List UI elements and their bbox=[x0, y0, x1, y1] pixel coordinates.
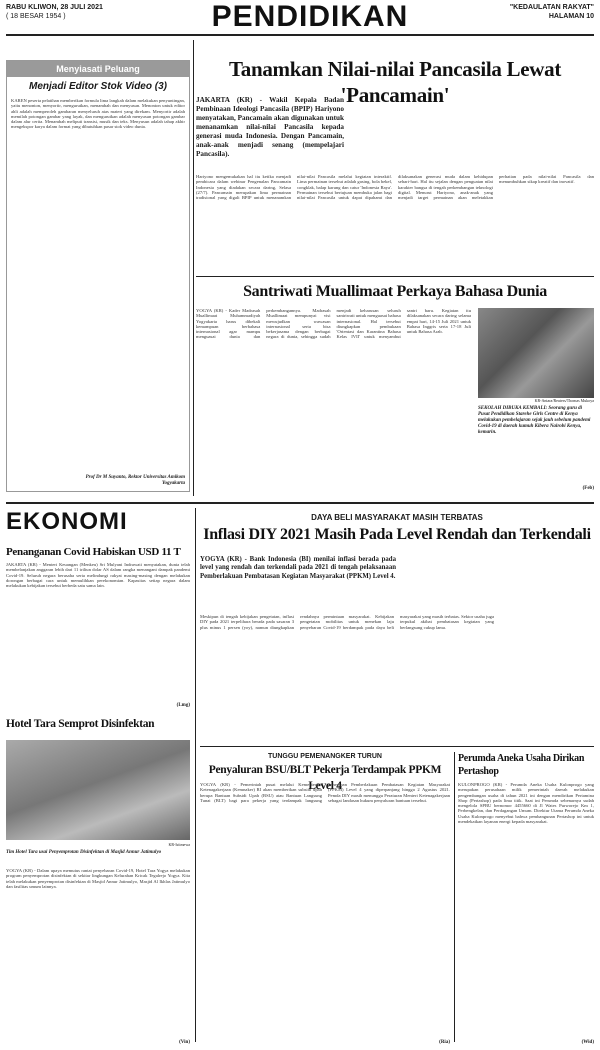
bsu-tag: (Ria) bbox=[439, 1040, 450, 1045]
hotel-tag: (Vin) bbox=[179, 1040, 190, 1045]
santriwati-title: Santriwati Muallimaat Perkaya Bahasa Dunia bbox=[243, 283, 547, 300]
covid-body: JAKARTA (KR) - Menteri Keuangan (Menkeu) Sri Mulyani Indrawati menyatakan, dunia telah membelanjakan anggaran lebih dari 11 triliun dolar AS dalam rangka menangani dampak pandemi Covid-19. Seluruh negara berusaha serta melindungi rakyat masing-masing dengan melakukan dorongan berbagai cara untuk memulihkan perekonomian. Kapasitas setiap negara dalam melakukan kebijakan tersebut berbeda satu sama lain. bbox=[6, 562, 190, 589]
masthead-page: HALAMAN 10 bbox=[548, 13, 594, 20]
masthead-date: RABU KLIWON, 28 JULI 2021 bbox=[6, 4, 103, 11]
inflasi-intro: YOGYA (KR) - Bank Indonesia (BI) menilai inflasi berada pada level yang rendah dan terkendali pada 2021 di tengah pelaksanaan Pemberlakuan Pembatasan Kegiatan Masyarakat (PPKM) Level 4. bbox=[200, 556, 396, 580]
bsu-divider bbox=[454, 752, 455, 1042]
lead-rule bbox=[196, 276, 594, 277]
santriwati-caption: SEKOLAH DIBUKA KEMBALI: Seorang guru di Pusat Pendidikan Starehe Girls Centre di Kenya melakukan pembelajaran sejak jauh sebelum pandemi Covid-19 di daerah kumuh Kibera Nairobi Kenya, kemarin. bbox=[478, 406, 591, 435]
sidebar-box bbox=[6, 60, 190, 492]
top-divider bbox=[193, 40, 194, 496]
lead-intro: JAKARTA (KR) - Wakil Kepala Badan Pembinaan Ideologi Pancasila (BPIP) Hariyono menyatakan, Pancamain akan digunakan untuk menanamkan nilai-nilai Pancasila kepada generasi muda Indonesia. Dengan Pancamain, anak-anak menjadi senang (mempelajari Pancasila). bbox=[196, 96, 344, 158]
sidebar-title: Menjadi Editor Stok Video (3) bbox=[29, 81, 167, 92]
lead-body: Hariyono mengemukakan hal itu ketika menjadi pembicara dalam webinar Pengenalan Pancamain Indonesia yang diadakan secara daring, Selasa (27/7). Pancamain merupakan lima permainan tradisional yang digali BPIP untuk menanamkan nilai-nilai Pancasila melalui kegiatan interaktif. Lima permainan tersebut adalah gasing, bola bekel, congklak, balap karung dan catur 'Indonesia Raya'. Permainan tersebut bertujuan membuka jalan bagi nilai-nilai Pancasila untuk dapat dipahami dan dilaksanakan generasi muda dalam kehidupan sehari-hari. Hal itu sejalan dengan penguatan nilai karakter bangsa di tengah perkembangan teknologi digital. Menurut Hariyono, anak-anak yang menjadi target permainan akan meletakkan perhatian pada nilai-nilai Pancasila dan menumbuhkan sikap kreatif dan inovatif. bbox=[196, 174, 594, 201]
pertashop-body: KULONPROGO (KR) - Perumda Aneka Usaha Kulonprogo yang merupakan perusahaan milik pemerintah daerah melakukan pengembangan usaha di tahun 2021 ini dengan mendirikan Pertamina Shop (Pertashop) pada lima titik. Saat ini Perumda sebenarnya sudah mengelola SPBU bernomor 4455660 di Jl Wates Purworejo Km 1, Perbengkelan, dan Perdagangan Umum. Direktur Utama Perumda Aneka Usaha Kulonprogo menyebut bahwa pembangunan Pertashop ini untuk mendekatkan layanan energi kepada masyarakat. bbox=[458, 782, 594, 825]
ekonomi-rule bbox=[200, 746, 594, 747]
hotel-title: Hotel Tara Semprot Disinfektan bbox=[6, 718, 155, 730]
santriwati-body: YOGYA (KR) - Kader Madrasah Muallimaat Muhammadiyah Yogyakarta harus dibekali kemampuan berbahasa internasional agar mampu menguasai dunia dan perkembangannya. Madrasah Muallimaat mempunyai visi mewujudkan wawasan internasional serta bisa bekerjasama dengan berbagai negara di dunia, sehingga sudah menjadi keharusan seluruh santriwati untuk menguasai bahasa internasional. Hal tersebut diungkapkan pembukaan 'Orientasi dan Karantina Bahasa Kelas IVII' untuk menyambut santri baru. Kegiatan itu dilaksanakan secara daring selama empat hari, 14-15 Juli 2021 untuk Bahasa Inggris serta 17-18 Juli untuk Bahasa Arab. bbox=[196, 308, 471, 340]
section-title: PENDIDIKAN bbox=[211, 0, 409, 33]
bsu-kicker: TUNGGU PEMENANGKER TURUN bbox=[268, 753, 382, 760]
lead-title: Tanamkan Nilai-nilai Pancasila Lewat 'Pancamain' bbox=[228, 57, 562, 107]
pertashop-title: Perumda Aneka Usaha Dirikan Pertashop bbox=[458, 753, 585, 777]
ekonomi-section: EKONOMI bbox=[6, 508, 128, 535]
santriwati-photo-credit: KR-Antara/Reuters/Thomas Mukoya bbox=[534, 398, 594, 403]
hotel-photo-credit: KR-Istimewa bbox=[168, 842, 190, 847]
inflasi-title: Inflasi DIY 2021 Masih Pada Level Rendah dan Terkendali bbox=[203, 526, 591, 543]
section-divider bbox=[6, 502, 594, 504]
sidebar-body: KAREN peserta pelatihan memberikan formula lima langkah dalam melakukan penyuntingan, yaitu menonton, menyortir, mengurutkan, menambah dan menyusun. Menonton untuk editor ahli adalah memperoleh gambaran menyeluruh atas materi yang direkam. Menyortir adalah memilah potongan gambar yang layak, dan mengurutkan adalah menyusun potongan gambar dalam alur cerita. Menambah meliputi transisi, musik dan teks. Menyusun adalah tahap akhir mengekspor karya dalam format yang dibutuhkan pasar stok video dunia. bbox=[11, 98, 185, 130]
sidebar-label: Menyiasati Peluang bbox=[7, 61, 189, 77]
inflasi-body: Meskipun di tengah kebijakan pengetatan, inflasi DIY pada 2021 terpelihara berada pada sasaran 3 plus minus 1 persen (yoy), namun diungkapkan rendahnya permintaan masyarakat. Kebijakan pengetatan mobilitas untuk menekan laju penyebaran Covid-19 berdampak pada daya beli masyarakat yang masih terbatas. Sektor usaha juga terpukul akibat pembatasan kegiatan yang berlangsung cukup lama. bbox=[200, 614, 494, 630]
ekonomi-divider bbox=[195, 508, 196, 1042]
inflasi-kicker: DAYA BELI MASYARAKAT MASIH TERBATAS bbox=[311, 513, 483, 522]
covid-title: Penanganan Covid Habiskan USD 11 T bbox=[6, 546, 181, 558]
masthead-edition: ( 18 BESAR 1954 ) bbox=[6, 13, 66, 20]
pertashop-tag: (Wid) bbox=[581, 1040, 594, 1045]
hotel-body: YOGYA (KR) - Dalam upaya memutus rantai penyebaran Covid-19, Hotel Tara Yogya melakukan program penyemprotan disinfektan di sekitar lingkungan Kelurahan Kricak Tegalrejo Yogya. Kita telah melakukan penyemprotan disinfektan di Masjid Annur Jatimulyo, Masjid Al Ikhlas Jatimulyo dan fasilitas umum lainnya. bbox=[6, 868, 190, 889]
sidebar-author: Prof Dr M Suyanto, Rektor Universitas Amikom Yogyakarta bbox=[85, 475, 185, 486]
covid-tag: (Lmg) bbox=[176, 703, 190, 708]
bsu-body: YOGYA (KR) - Pemerintah pusat melalui Kementerian Ketenagakerjaan (Kemnaker) RI akan memberikan subsidi upah berupa Bantuan Subsidi Upah (BSU) atau Bantuan Langsung Tunai (BLT) bagi para pekerja yang terdampak langsung penerapan Pemberlakuan Pembatasan Kegiatan Masyarakat (PPKM) Level 4 yang diperpanjang hingga 2 Agustus 2021. Pemda DIY masih menunggu Peraturan Menteri Ketenagakerjaan sebagai landasan hukum penyaluran bantuan tersebut. bbox=[200, 782, 450, 803]
santriwati-caption-tag: (Feb) bbox=[582, 486, 594, 491]
masthead-rule bbox=[6, 34, 594, 36]
bsu-title: Penyaluran BSU/BLT Pekerja Terdampak PPKM Level 4 bbox=[208, 764, 442, 792]
masthead-paper: "KEDAULATAN RAKYAT" bbox=[509, 4, 594, 11]
hotel-caption: Tim Hotel Tara usai Penyemprotan Disinfektan di Masjid Annur Jatimulyo bbox=[6, 850, 162, 855]
classroom-photo bbox=[478, 308, 594, 398]
hotel-photo bbox=[6, 740, 190, 840]
